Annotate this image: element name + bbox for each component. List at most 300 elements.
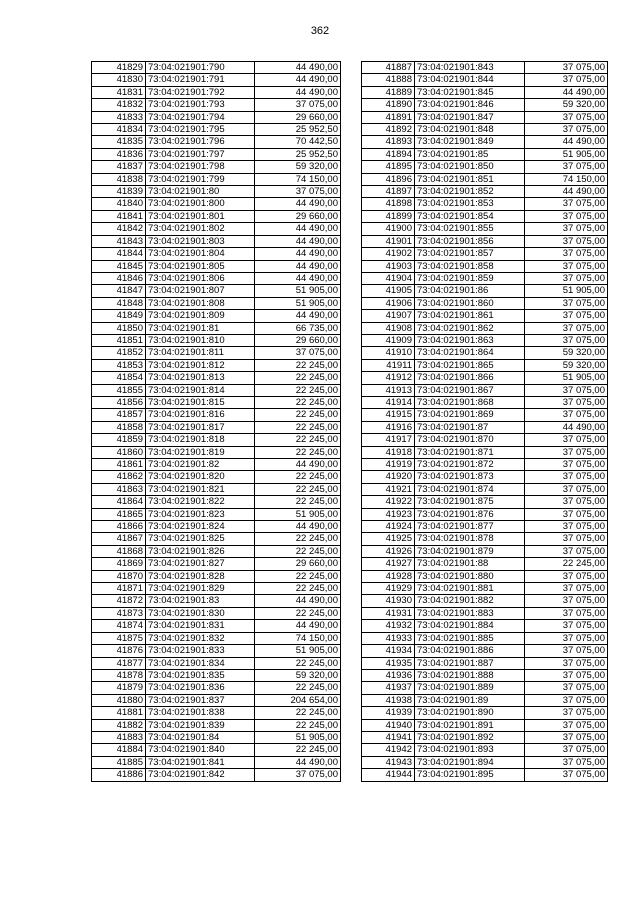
- cadastral-number-cell: 73:04:021901:791: [146, 74, 255, 86]
- row-number-cell: 41916: [362, 421, 415, 433]
- row-number-cell: 41925: [362, 533, 415, 545]
- cadastral-number-cell: 73:04:021901:816: [146, 409, 255, 421]
- cadastral-number-cell: 73:04:021901:881: [415, 583, 525, 595]
- row-number-cell: 41847: [92, 285, 146, 297]
- table-row: [92, 421, 341, 433]
- row-number-cell: 41865: [92, 508, 146, 520]
- value-cell: 22 245,00: [255, 359, 341, 371]
- row-number-cell: 41866: [92, 521, 146, 533]
- row-number-cell: 41835: [92, 136, 146, 148]
- value-cell: 37 075,00: [525, 744, 608, 756]
- value-cell: 37 075,00: [525, 322, 608, 334]
- table-row: [362, 756, 608, 768]
- value-cell: 51 905,00: [255, 645, 341, 657]
- table-row: [92, 682, 341, 694]
- cadastral-number-cell: 73:04:021901:813: [146, 372, 255, 384]
- value-cell: 22 245,00: [255, 682, 341, 694]
- row-number-cell: 41909: [362, 334, 415, 346]
- row-number-cell: 41844: [92, 248, 146, 260]
- row-number-cell: 41879: [92, 682, 146, 694]
- table-row: [362, 235, 608, 247]
- row-number-cell: 41943: [362, 756, 415, 768]
- cadastral-number-cell: 73:04:021901:822: [146, 496, 255, 508]
- value-cell: 22 245,00: [255, 744, 341, 756]
- cadastral-number-cell: 73:04:021901:861: [415, 310, 525, 322]
- cadastral-number-cell: 73:04:021901:878: [415, 533, 525, 545]
- row-number-cell: 41935: [362, 657, 415, 669]
- row-number-cell: 41933: [362, 632, 415, 644]
- cadastral-number-cell: 73:04:021901:81: [146, 322, 255, 334]
- value-cell: 204 654,00: [255, 694, 341, 706]
- cadastral-number-cell: 73:04:021901:846: [415, 99, 525, 111]
- row-number-cell: 41851: [92, 334, 146, 346]
- cadastral-number-cell: 73:04:021901:894: [415, 756, 525, 768]
- table-row: [92, 707, 341, 719]
- value-cell: 22 245,00: [255, 446, 341, 458]
- table-row: [362, 483, 608, 495]
- cadastral-number-cell: 73:04:021901:867: [415, 384, 525, 396]
- row-number-cell: 41850: [92, 322, 146, 334]
- value-cell: 51 905,00: [255, 731, 341, 743]
- table-row: [362, 396, 608, 408]
- row-number-cell: 41878: [92, 669, 146, 681]
- table-row: [362, 359, 608, 371]
- cadastral-number-cell: 73:04:021901:890: [415, 707, 525, 719]
- cadastral-number-cell: 73:04:021901:808: [146, 297, 255, 309]
- row-number-cell: 41936: [362, 669, 415, 681]
- value-cell: 44 490,00: [255, 62, 341, 74]
- row-number-cell: 41929: [362, 583, 415, 595]
- value-cell: 51 905,00: [255, 297, 341, 309]
- cadastral-number-cell: 73:04:021901:810: [146, 334, 255, 346]
- value-cell: 37 075,00: [525, 607, 608, 619]
- row-number-cell: 41837: [92, 161, 146, 173]
- value-cell: 74 150,00: [255, 632, 341, 644]
- table-row: [92, 483, 341, 495]
- table-row: [92, 595, 341, 607]
- row-number-cell: 41834: [92, 124, 146, 136]
- row-number-cell: 41919: [362, 459, 415, 471]
- row-number-cell: 41899: [362, 210, 415, 222]
- cadastral-number-cell: 73:04:021901:887: [415, 657, 525, 669]
- row-number-cell: 41870: [92, 570, 146, 582]
- cadastral-number-cell: 73:04:021901:848: [415, 124, 525, 136]
- value-cell: 22 245,00: [255, 657, 341, 669]
- table-row: [362, 186, 608, 198]
- cadastral-number-cell: 73:04:021901:840: [146, 744, 255, 756]
- row-number-cell: 41923: [362, 508, 415, 520]
- table-row: [92, 545, 341, 557]
- cadastral-number-cell: 73:04:021901:80: [146, 186, 255, 198]
- cadastral-number-cell: 73:04:021901:859: [415, 272, 525, 284]
- table-row: [362, 645, 608, 657]
- value-cell: 22 245,00: [255, 421, 341, 433]
- row-number-cell: 41889: [362, 86, 415, 98]
- row-number-cell: 41867: [92, 533, 146, 545]
- table-row: [362, 334, 608, 346]
- row-number-cell: 41941: [362, 731, 415, 743]
- row-number-cell: 41869: [92, 558, 146, 570]
- table-row: [362, 260, 608, 272]
- table-row: [362, 719, 608, 731]
- value-cell: 37 075,00: [525, 74, 608, 86]
- value-cell: 37 075,00: [525, 620, 608, 632]
- value-cell: 51 905,00: [255, 285, 341, 297]
- table-row: [362, 136, 608, 148]
- table-row: [92, 496, 341, 508]
- cadastral-number-cell: 73:04:021901:879: [415, 545, 525, 557]
- row-number-cell: 41913: [362, 384, 415, 396]
- cadastral-number-cell: 73:04:021901:830: [146, 607, 255, 619]
- table-row: [362, 446, 608, 458]
- table-row: [362, 694, 608, 706]
- row-number-cell: 41862: [92, 471, 146, 483]
- cadastral-number-cell: 73:04:021901:86: [415, 285, 525, 297]
- table-row: [362, 86, 608, 98]
- cadastral-number-cell: 73:04:021901:837: [146, 694, 255, 706]
- cadastral-number-cell: 73:04:021901:833: [146, 645, 255, 657]
- value-cell: 59 320,00: [525, 347, 608, 359]
- cadastral-number-cell: 73:04:021901:860: [415, 297, 525, 309]
- row-number-cell: 41891: [362, 111, 415, 123]
- table-row: [92, 136, 341, 148]
- value-cell: 37 075,00: [525, 694, 608, 706]
- value-cell: 37 075,00: [525, 260, 608, 272]
- value-cell: 59 320,00: [525, 359, 608, 371]
- value-cell: 37 075,00: [525, 459, 608, 471]
- value-cell: 37 075,00: [525, 521, 608, 533]
- row-number-cell: 41881: [92, 707, 146, 719]
- value-cell: 37 075,00: [525, 161, 608, 173]
- table-row: [362, 124, 608, 136]
- table-row: [92, 657, 341, 669]
- cadastral-number-cell: 73:04:021901:852: [415, 186, 525, 198]
- value-cell: 37 075,00: [525, 223, 608, 235]
- cadastral-number-cell: 73:04:021901:875: [415, 496, 525, 508]
- cadastral-number-cell: 73:04:021901:819: [146, 446, 255, 458]
- value-cell: 37 075,00: [525, 632, 608, 644]
- value-cell: 37 075,00: [525, 446, 608, 458]
- row-number-cell: 41855: [92, 384, 146, 396]
- cadastral-number-cell: 73:04:021901:854: [415, 210, 525, 222]
- table-row: [92, 372, 341, 384]
- cadastral-number-cell: 73:04:021901:805: [146, 260, 255, 272]
- value-cell: 74 150,00: [525, 173, 608, 185]
- value-cell: 22 245,00: [255, 607, 341, 619]
- cadastral-number-cell: 73:04:021901:797: [146, 148, 255, 160]
- value-cell: 37 075,00: [525, 731, 608, 743]
- cadastral-number-cell: 73:04:021901:892: [415, 731, 525, 743]
- row-number-cell: 41912: [362, 372, 415, 384]
- cadastral-number-cell: 73:04:021901:824: [146, 521, 255, 533]
- table-row: [362, 620, 608, 632]
- row-number-cell: 41939: [362, 707, 415, 719]
- table-row: [362, 111, 608, 123]
- row-number-cell: 41942: [362, 744, 415, 756]
- row-number-cell: 41848: [92, 297, 146, 309]
- cadastral-number-cell: 73:04:021901:796: [146, 136, 255, 148]
- cadastral-number-cell: 73:04:021901:806: [146, 272, 255, 284]
- value-cell: 59 320,00: [255, 669, 341, 681]
- cadastral-number-cell: 73:04:021901:825: [146, 533, 255, 545]
- table-row: [362, 198, 608, 210]
- row-number-cell: 41887: [362, 62, 415, 74]
- cadastral-number-cell: 73:04:021901:845: [415, 86, 525, 98]
- value-cell: 44 490,00: [255, 235, 341, 247]
- row-number-cell: 41921: [362, 483, 415, 495]
- cadastral-number-cell: 73:04:021901:800: [146, 198, 255, 210]
- row-number-cell: 41858: [92, 421, 146, 433]
- row-number-cell: 41875: [92, 632, 146, 644]
- table-row: [362, 310, 608, 322]
- row-number-cell: 41874: [92, 620, 146, 632]
- row-number-cell: 41885: [92, 756, 146, 768]
- cadastral-number-cell: 73:04:021901:83: [146, 595, 255, 607]
- value-cell: 44 490,00: [255, 260, 341, 272]
- row-number-cell: 41918: [362, 446, 415, 458]
- table-row: [92, 74, 341, 86]
- cadastral-number-cell: 73:04:021901:804: [146, 248, 255, 260]
- table-row: [362, 669, 608, 681]
- cadastral-number-cell: 73:04:021901:882: [415, 595, 525, 607]
- row-number-cell: 41920: [362, 471, 415, 483]
- value-cell: 37 075,00: [255, 99, 341, 111]
- table-row: [362, 607, 608, 619]
- table-row: [92, 111, 341, 123]
- table-row: [92, 161, 341, 173]
- value-cell: 22 245,00: [255, 570, 341, 582]
- table-row: [92, 210, 341, 222]
- value-cell: 22 245,00: [255, 409, 341, 421]
- row-number-cell: 41856: [92, 396, 146, 408]
- row-number-cell: 41846: [92, 272, 146, 284]
- table-row: [92, 434, 341, 446]
- cadastral-number-cell: 73:04:021901:835: [146, 669, 255, 681]
- value-cell: 37 075,00: [525, 645, 608, 657]
- cadastral-number-cell: 73:04:021901:829: [146, 583, 255, 595]
- table-row: [92, 62, 341, 74]
- value-cell: 22 245,00: [255, 719, 341, 731]
- cadastral-number-cell: 73:04:021901:844: [415, 74, 525, 86]
- row-number-cell: 41841: [92, 210, 146, 222]
- value-cell: 37 075,00: [525, 682, 608, 694]
- table-row: [92, 272, 341, 284]
- row-number-cell: 41901: [362, 235, 415, 247]
- cadastral-number-cell: 73:04:021901:839: [146, 719, 255, 731]
- cadastral-number-cell: 73:04:021901:792: [146, 86, 255, 98]
- table-row: [92, 521, 341, 533]
- cadastral-number-cell: 73:04:021901:856: [415, 235, 525, 247]
- table-row: [362, 508, 608, 520]
- row-number-cell: 41884: [92, 744, 146, 756]
- table-row: [92, 731, 341, 743]
- table-row: [92, 744, 341, 756]
- table-row: [362, 707, 608, 719]
- value-cell: 66 735,00: [255, 322, 341, 334]
- row-number-cell: 41910: [362, 347, 415, 359]
- cadastral-number-cell: 73:04:021901:868: [415, 396, 525, 408]
- table-row: [92, 620, 341, 632]
- cadastral-number-cell: 73:04:021901:883: [415, 607, 525, 619]
- value-cell: 37 075,00: [525, 310, 608, 322]
- cadastral-number-cell: 73:04:021901:811: [146, 347, 255, 359]
- table-row: [362, 297, 608, 309]
- table-row: [92, 645, 341, 657]
- cadastral-number-cell: 73:04:021901:794: [146, 111, 255, 123]
- value-cell: 22 245,00: [255, 471, 341, 483]
- cadastral-number-cell: 73:04:021901:841: [146, 756, 255, 768]
- table-row: [92, 86, 341, 98]
- cadastral-number-cell: 73:04:021901:851: [415, 173, 525, 185]
- table-row: [362, 384, 608, 396]
- table-row: [92, 148, 341, 160]
- row-number-cell: 41830: [92, 74, 146, 86]
- value-cell: 51 905,00: [525, 285, 608, 297]
- value-cell: 22 245,00: [255, 496, 341, 508]
- cadastral-number-cell: 73:04:021901:827: [146, 558, 255, 570]
- cadastral-number-cell: 73:04:021901:812: [146, 359, 255, 371]
- cadastral-number-cell: 73:04:021901:831: [146, 620, 255, 632]
- row-number-cell: 41843: [92, 235, 146, 247]
- value-cell: 37 075,00: [525, 396, 608, 408]
- cadastral-number-cell: 73:04:021901:815: [146, 396, 255, 408]
- row-number-cell: 41907: [362, 310, 415, 322]
- value-cell: 22 245,00: [525, 558, 608, 570]
- value-cell: 29 660,00: [255, 334, 341, 346]
- value-cell: 70 442,50: [255, 136, 341, 148]
- row-number-cell: 41894: [362, 148, 415, 160]
- table-row: [92, 260, 341, 272]
- cadastral-number-cell: 73:04:021901:884: [415, 620, 525, 632]
- row-number-cell: 41838: [92, 173, 146, 185]
- left-table-body: [92, 62, 341, 782]
- row-number-cell: 41903: [362, 260, 415, 272]
- cadastral-number-cell: 73:04:021901:877: [415, 521, 525, 533]
- row-number-cell: 41886: [92, 769, 146, 781]
- table-row: [362, 496, 608, 508]
- row-number-cell: 41852: [92, 347, 146, 359]
- table-row: [92, 607, 341, 619]
- cadastral-number-cell: 73:04:021901:88: [415, 558, 525, 570]
- value-cell: 37 075,00: [525, 471, 608, 483]
- table-row: [92, 322, 341, 334]
- cadastral-number-cell: 73:04:021901:836: [146, 682, 255, 694]
- value-cell: 37 075,00: [255, 347, 341, 359]
- value-cell: 51 905,00: [525, 148, 608, 160]
- cadastral-number-cell: 73:04:021901:832: [146, 632, 255, 644]
- cadastral-number-cell: 73:04:021901:823: [146, 508, 255, 520]
- cadastral-number-cell: 73:04:021901:880: [415, 570, 525, 582]
- value-cell: 37 075,00: [525, 756, 608, 768]
- table-row: [92, 558, 341, 570]
- row-number-cell: 41868: [92, 545, 146, 557]
- row-number-cell: 41883: [92, 731, 146, 743]
- row-number-cell: 41863: [92, 483, 146, 495]
- table-row: [92, 347, 341, 359]
- table-row: [92, 446, 341, 458]
- cadastral-number-cell: 73:04:021901:790: [146, 62, 255, 74]
- cadastral-number-cell: 73:04:021901:849: [415, 136, 525, 148]
- table-row: [92, 285, 341, 297]
- cadastral-number-cell: 73:04:021901:814: [146, 384, 255, 396]
- row-number-cell: 41864: [92, 496, 146, 508]
- cadastral-number-cell: 73:04:021901:834: [146, 657, 255, 669]
- cadastral-number-cell: 73:04:021901:871: [415, 446, 525, 458]
- cadastral-number-cell: 73:04:021901:821: [146, 483, 255, 495]
- value-cell: 44 490,00: [255, 74, 341, 86]
- row-number-cell: 41915: [362, 409, 415, 421]
- table-row: [92, 669, 341, 681]
- table-row: [362, 372, 608, 384]
- table-row: [362, 272, 608, 284]
- table-row: [362, 173, 608, 185]
- table-row: [362, 99, 608, 111]
- row-number-cell: 41917: [362, 434, 415, 446]
- cadastral-number-cell: 73:04:021901:842: [146, 769, 255, 781]
- table-row: [362, 558, 608, 570]
- cadastral-number-cell: 73:04:021901:857: [415, 248, 525, 260]
- value-cell: 37 075,00: [525, 707, 608, 719]
- table-row: [362, 471, 608, 483]
- value-cell: 44 490,00: [525, 421, 608, 433]
- value-cell: 37 075,00: [525, 508, 608, 520]
- table-row: [362, 595, 608, 607]
- cadastral-number-cell: 73:04:021901:870: [415, 434, 525, 446]
- table-row: [362, 521, 608, 533]
- cadastral-number-cell: 73:04:021901:889: [415, 682, 525, 694]
- value-cell: 37 075,00: [525, 235, 608, 247]
- table-row: [362, 347, 608, 359]
- value-cell: 37 075,00: [255, 769, 341, 781]
- value-cell: 22 245,00: [255, 434, 341, 446]
- table-row: [92, 235, 341, 247]
- cadastral-number-cell: 73:04:021901:885: [415, 632, 525, 644]
- cadastral-number-cell: 73:04:021901:886: [415, 645, 525, 657]
- row-number-cell: 41908: [362, 322, 415, 334]
- table-row: [92, 459, 341, 471]
- row-number-cell: 41930: [362, 595, 415, 607]
- cadastral-number-cell: 73:04:021901:855: [415, 223, 525, 235]
- value-cell: 22 245,00: [255, 583, 341, 595]
- row-number-cell: 41876: [92, 645, 146, 657]
- row-number-cell: 41890: [362, 99, 415, 111]
- value-cell: 74 150,00: [255, 173, 341, 185]
- row-number-cell: 41859: [92, 434, 146, 446]
- value-cell: 44 490,00: [255, 756, 341, 768]
- value-cell: 37 075,00: [525, 198, 608, 210]
- row-number-cell: 41911: [362, 359, 415, 371]
- value-cell: 44 490,00: [255, 272, 341, 284]
- value-cell: 22 245,00: [255, 533, 341, 545]
- value-cell: 44 490,00: [255, 595, 341, 607]
- cadastral-number-cell: 73:04:021901:895: [415, 769, 525, 781]
- row-number-cell: 41905: [362, 285, 415, 297]
- table-row: [92, 248, 341, 260]
- table-row: [92, 124, 341, 136]
- value-cell: 44 490,00: [255, 620, 341, 632]
- value-cell: 44 490,00: [525, 86, 608, 98]
- value-cell: 44 490,00: [255, 248, 341, 260]
- value-cell: 29 660,00: [255, 558, 341, 570]
- table-row: [362, 682, 608, 694]
- row-number-cell: 41904: [362, 272, 415, 284]
- row-number-cell: 41898: [362, 198, 415, 210]
- table-row: [362, 322, 608, 334]
- table-row: [92, 359, 341, 371]
- value-cell: 37 075,00: [525, 483, 608, 495]
- cadastral-number-cell: 73:04:021901:865: [415, 359, 525, 371]
- value-cell: 37 075,00: [525, 210, 608, 222]
